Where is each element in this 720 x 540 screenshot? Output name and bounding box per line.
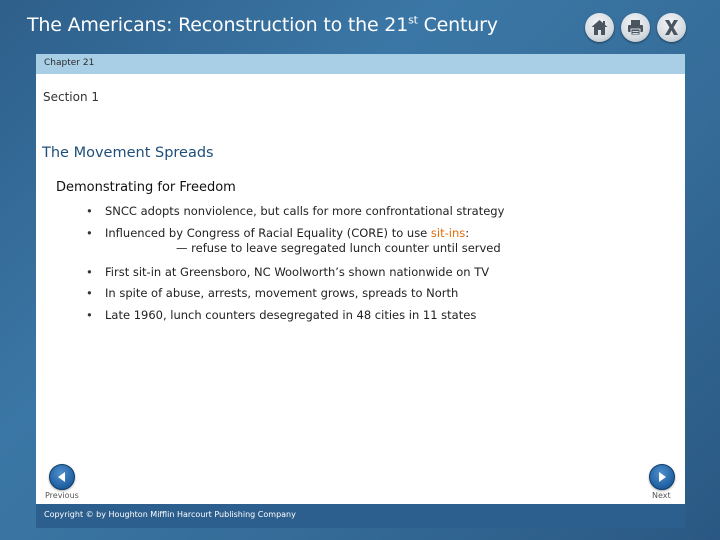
arrow-right-icon bbox=[655, 470, 669, 484]
bullet-item bbox=[86, 204, 676, 226]
chapter-label: Chapter 21 bbox=[44, 58, 95, 68]
next-button[interactable] bbox=[649, 464, 675, 490]
bullet-text: First sit-in at Greensboro, NC Woolworth’s shown nationwide on TV bbox=[105, 264, 490, 279]
home-button[interactable] bbox=[585, 13, 614, 42]
next-label[interactable]: Next bbox=[652, 491, 671, 500]
app-title-superscript: st bbox=[408, 13, 418, 27]
slide-heading: The Movement Spreads bbox=[42, 145, 214, 161]
sit-ins-term: sit-ins bbox=[430, 225, 466, 240]
bullet-item bbox=[86, 286, 676, 308]
chapter-bar bbox=[36, 54, 685, 74]
section-label: Section 1 bbox=[43, 90, 100, 104]
arrow-left-icon bbox=[55, 470, 69, 484]
app-title bbox=[27, 14, 498, 36]
bullet-list bbox=[86, 204, 676, 329]
bullet-text-end: : bbox=[465, 225, 470, 240]
previous-label[interactable]: Previous bbox=[45, 491, 79, 500]
bullet-text: SNCC adopts nonviolence, but calls for more confrontational strategy bbox=[105, 204, 505, 218]
footer-bar bbox=[36, 504, 685, 528]
bullet-item bbox=[86, 265, 676, 287]
bullet-item bbox=[86, 226, 676, 265]
previous-button[interactable] bbox=[49, 464, 75, 490]
app-title-suffix: Century bbox=[417, 14, 498, 36]
printer-icon bbox=[626, 18, 645, 37]
home-icon bbox=[590, 18, 609, 37]
title-bar bbox=[0, 0, 720, 54]
slide-subheading: Demonstrating for Freedom bbox=[56, 180, 236, 195]
bullet-continuation: — refuse to leave segregated lunch counter until served bbox=[176, 240, 501, 255]
bullet-text: Influenced by Congress of Racial Equality (CORE) to use bbox=[105, 225, 431, 240]
app-title-prefix: The Americans: Reconstruction to the 21 bbox=[27, 14, 409, 36]
print-button[interactable] bbox=[621, 13, 650, 42]
copyright-text: Copyright © by Houghton Mifflin Harcourt Publishing Company bbox=[44, 510, 296, 519]
bullet-text: In spite of abuse, arrests, movement grows, spreads to North bbox=[105, 286, 459, 300]
close-x-icon bbox=[662, 18, 681, 37]
bullet-item bbox=[86, 308, 676, 330]
bullet-text: Late 1960, lunch counters desegregated in 48 cities in 11 states bbox=[105, 307, 477, 322]
close-button[interactable] bbox=[657, 13, 686, 42]
slide-content bbox=[36, 54, 685, 504]
